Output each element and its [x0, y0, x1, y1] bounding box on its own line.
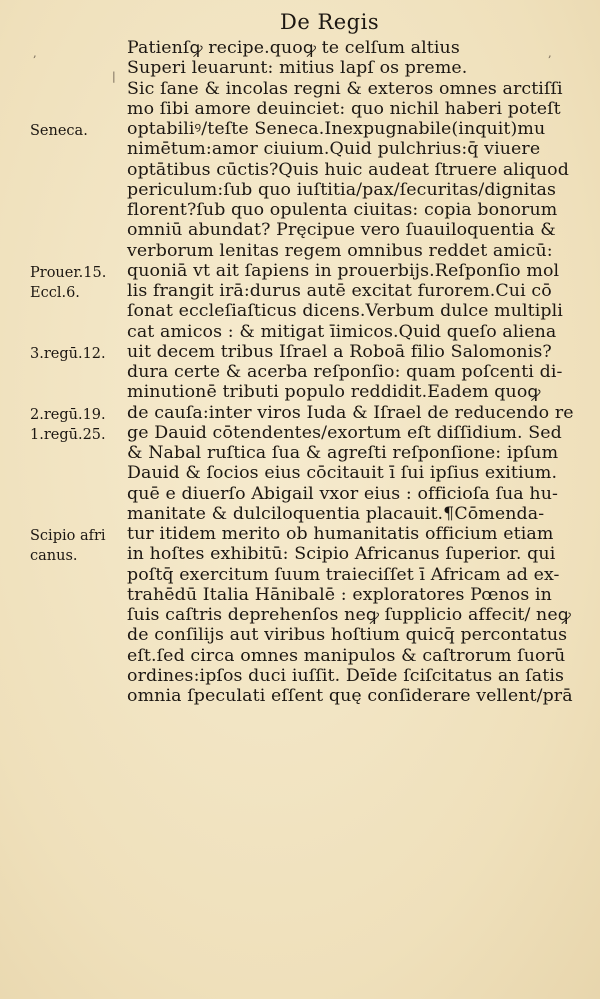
- body-line: in hoſtes exhibitū: Scipio Africanus ſuperior. qui: [127, 544, 556, 564]
- body-line: omniū abundat? Pręcipue vero ſuauiloquentia &: [127, 220, 556, 240]
- body-line: cat amicos : & mitigat īimicos.Quid queſo aliena: [127, 321, 557, 341]
- margin-note: Eccl.6.: [30, 285, 80, 301]
- body-line: trahēdū Italia Hānibalē : exploratores Pœnos in: [127, 584, 552, 604]
- body-line: Sic ſane & incolas regni & exteros omnes arctiſſi: [127, 78, 563, 98]
- body-line: dura certe & acerba reſponſio: quam poſcenti di-: [127, 362, 563, 381]
- body-line: minutionē tributi populo reddidit.Eadem quoꝙ: [127, 382, 541, 402]
- body-line: Superi leuarunt: mitius lapſ os preme.: [127, 58, 468, 78]
- margin-note: Scipio afri: [30, 528, 106, 544]
- body-line: lis frangit irā:durus autē excitat furorem.Cui cō: [127, 281, 552, 300]
- margin-note: canus.: [30, 548, 78, 565]
- body-line: optātibus cūctis?Quis huic audeat ſtruere aliquod: [127, 159, 569, 179]
- body-line: poſtq̄ exercitum ſuum traieciſſet ī Africam ad ex-: [127, 564, 560, 584]
- margin-mark: ‚: [33, 47, 37, 60]
- body-line: quē e diuerſo Abigail vxor eius : officioſa ſua hu-: [127, 483, 558, 503]
- margin-mark: ‚: [548, 47, 552, 60]
- margin-note: 1.regū.25.: [30, 426, 106, 443]
- body-line: Patienſꝙ recipe.quoꝙ te celſum altius: [127, 38, 460, 57]
- body-line: de cauſa:inter viros Iuda & Iſrael de reducendo re: [127, 402, 574, 422]
- body-line: uit decem tribus Iſrael a Roboā filio Salomonis?: [127, 341, 552, 361]
- margin-note: 2.regū.19.: [30, 406, 106, 423]
- margin-note: Prouer.15.: [30, 264, 107, 281]
- body-line: ge Dauid cōtendentes/exortum eſt diſſidium. Sed: [127, 422, 562, 442]
- body-line: ſonat eccleſiaſticus dicens.Verbum dulce multipli: [127, 301, 563, 321]
- body-line: quoniā vt ait ſapiens in prouerbijs.Reſponſio mol: [127, 260, 560, 280]
- body-line: periculum:ſub quo iuſtitia/pax/ſecuritas/dignitas: [127, 179, 557, 199]
- body-line: tur itidem merito ob humanitatis officium etiam: [127, 524, 554, 543]
- margin-mark: |: [112, 70, 116, 83]
- running-head: De Regis: [280, 10, 380, 34]
- body-line: verborum lenitas regem omnibus reddet amicū:: [127, 240, 553, 260]
- body-line: nimētum:amor ciuium.Quid pulchrius:q̄ viuere: [127, 139, 541, 159]
- margin-note: Seneca.: [30, 123, 88, 139]
- body-line: optabiliꝰ/teſte Seneca.Inexpugnabile(inquit)mu: [127, 119, 546, 138]
- body-line: & Nabal ruſtica ſua & agreſti reſponſione: ipſum: [127, 443, 559, 462]
- body-line: eſt.ſed circa omnes manipulos & caſtrorum ſuorū: [127, 645, 566, 665]
- body-line: florent?ſub quo opulenta ciuitas: copia bonorum: [127, 200, 558, 219]
- body-line: omnia ſpeculati eſſent quę conſiderare vellent/prā: [127, 686, 573, 705]
- body-line: de conſilijs aut viribus hoſtium quicq̄ percontatus: [127, 625, 568, 645]
- body-line: manitate & dulciloquentia placauit.¶Cōmenda-: [127, 503, 545, 523]
- margin-note: 3.regū.12.: [30, 345, 106, 362]
- body-line: Dauid & ſocios eius cōcitauit ī ſui ipſius exitium.: [127, 463, 558, 483]
- body-line: mo ſibi amore deuinciet: quo nichil haberi poteſt: [127, 98, 561, 118]
- body-line: ſuis caſtris deprehenſos neꝙ ſupplicio affecit/ neꝙ: [127, 605, 571, 624]
- body-line: ordines:ipſos duci iuſſit. Deīde ſciſcitatus an ſatis: [127, 665, 565, 685]
